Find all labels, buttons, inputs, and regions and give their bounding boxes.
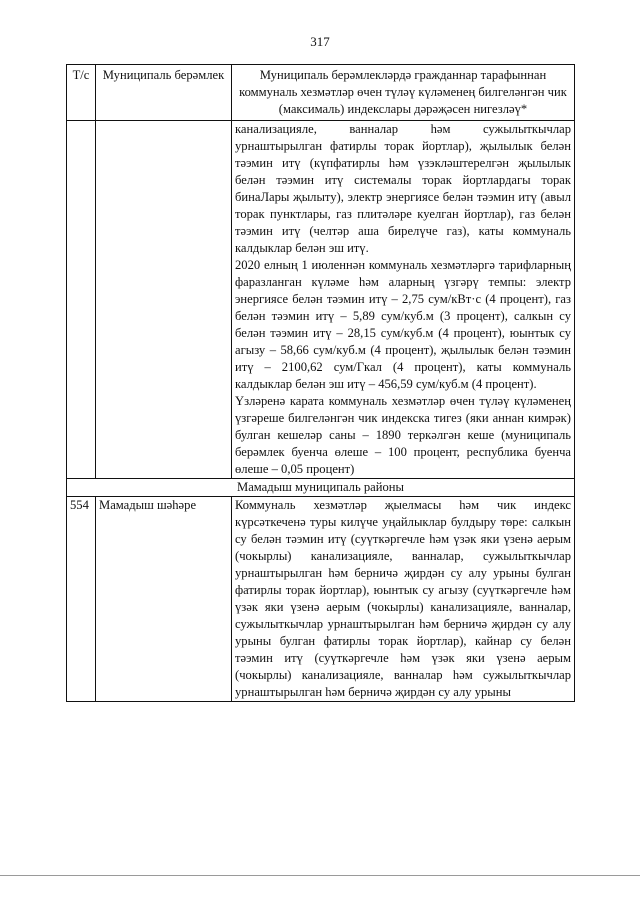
header-number: Т/с: [67, 65, 96, 121]
justification-paragraph: Коммуналь хезмәтләр җыелмасы һәм чик индекс күрсәткеченә туры килүче уңайлыклар булдыру төре: салкын су белән тәэмин итү (суүткәргечле һәм үзәк яки үзенә аерым (чокырлы) канализацияле, ванналар, сужылыткычлар урнаштырылган һәм берничә җирдән су алу урыны булган фатирлы торак йортлар), юынтык су агызу (суүткәргечле һәм үзәк яки үзенә аерым (чокырлы) канализацияле, ванналар, сужылыткычлар урнаштырылган һәм берничә җирдән су алу урыны булган фатирлы торак йортлар), кайнар су белән тәэмин итү (суүткәргечле һәм үзәк яки үзенә аерым (чокырлы) канализацияле, ванналар һәм сужылыткычлар урнаштырылган һәм берничә җирдән су алу урыны: [235, 498, 571, 699]
table-row: [67, 121, 575, 479]
justification-paragraph: канализацияле, ванналар һәм сужылыткычлар урнаштырылган фатирлы торак йортлар), җылылык белән тәэмин итү (күпфатирлы һәм үзэкләштерелгән җылылык белән тәэмин итү системалы торак йортлардагы торак бинаЛары җылыту), электр энергиясе белән тәэмин итү (авыл торак пунктлары, газ плитәләре куелган йортлар), газ белән тәэмин итү (челтәр аша бирелүче газ), каты коммуналь калдыклар белән эш итү.: [235, 122, 571, 255]
table-row: [67, 497, 575, 702]
row-number: [67, 121, 96, 479]
row-justification: [232, 121, 575, 479]
justification-paragraph: 2020 елның 1 июленнән коммуналь хезмәтләргә тарифларның фаразланган күләме һәм аларның үзгәрү темпы: электр энергиясе белән тәэмин итү – 2,75 сум/кВт·с (4 процент), газ белән тәэмин итү – 5,89 сум/куб.м (3 процент), салкын су белән тәэмин итү – 28,15 сум/куб.м (4 процент), юынтык су агызу – 58,66 сум/куб.м (4 процент), җылылык белән тәэмин итү – 2100,62 сум/Гкал (4 процент), каты коммуналь калдыклар белән эш итү – 456,59 сум/куб.м (4 процент).: [235, 258, 571, 391]
table-header-row: [67, 65, 575, 121]
header-index-justification: Муниципаль берәмлекләрдә гражданнар тарафыннан коммуналь хезмәтләр өчен түләү күләменең билгеләнгән чик (максималь) индекслары дәрәҗәсен нигезләү*: [232, 65, 575, 121]
district-title: Мамадыш муниципаль районы: [67, 479, 575, 497]
justification-paragraph: Үзләренә карата коммуналь хезмәтләр өчен түләү күләменең үзгәреше билгеләнгән чик индекска тигез (яки аннан кимрәк) булган кешеләр саны – 1890 теркәлгән кеше (муниципаль берәмлек буенча өлеше – 100 процент, республика буенча өлеше – 0,05 процент): [235, 394, 571, 476]
limit-index-table: [66, 64, 575, 702]
row-justification: [232, 497, 575, 702]
page-number: 317: [310, 34, 330, 49]
page-bottom-edge: [0, 875, 640, 876]
row-municipality: Мамадыш шәһәре: [96, 497, 232, 702]
header-municipality: Муниципаль берәмлек: [96, 65, 232, 121]
district-row: [67, 479, 575, 497]
row-number: 554: [67, 497, 96, 702]
row-municipality: [96, 121, 232, 479]
